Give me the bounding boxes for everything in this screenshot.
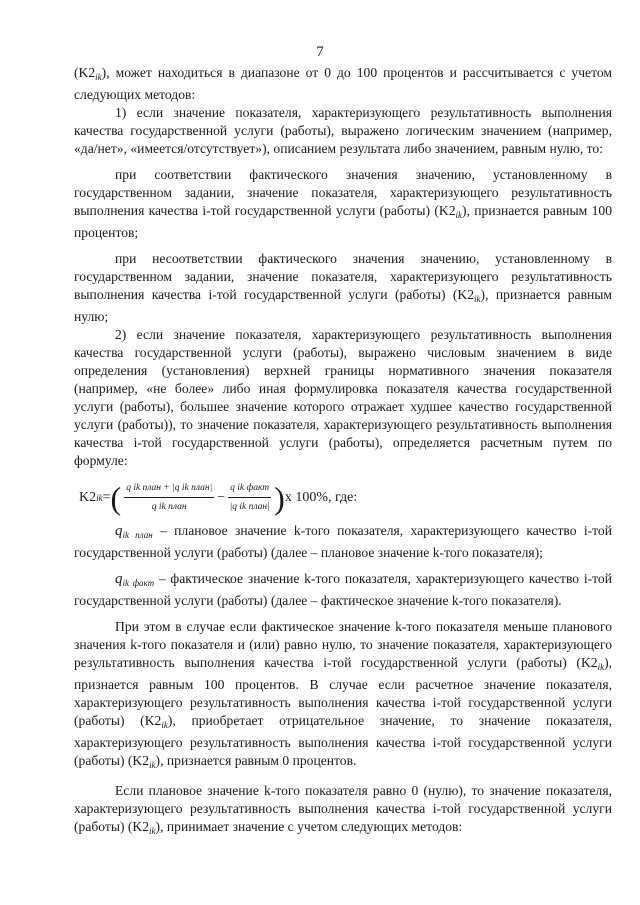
paragraph-method-2: 2) если значение показателя, характеризующего результативность выполнения качества государственной услуги (работы), выражено числовым значением в виде определения (установления) верхней границы нормативного значения показателя (например, «не более» либо иная формулировка показателя качества государственной услуги (работы), большее значение которого отражает худшее качество государственной услуги (работы)), то значение показателя, характеризующего результативность выполнения качества i-той государственной услуги (работы), определяется расчетным путем по формуле:	[74, 327, 612, 468]
fraction-1: $\frac{\text{q ik план + |q ik план|}}{\text{q ik план}}$	[124, 479, 214, 516]
paragraph-cases: При этом в случае если фактическое значение k-того показателя меньше планового значения k-того показателя и (или) равно нулю, то значение показателя, характеризующего результативность выполнения качества i-той государственной услуги (работы) $(K2_{ik})$, признается равным 100 процентов. В случае если расчетное значение показателя, характеризующего результативность выполнения качества i-той государственной услуги (работы) $(K2_{ik})$, приобретает отрицательное значение, то значение показателя, характеризующего результативность выполнения качества i-той государственной услуги (работы) $(K2_{ik})$, признается равным 0 процентов.	[74, 619, 612, 770]
paragraph-fact-def: $q_{ik факт}$ – фактическое значение k-того показателя, характеризующего качество i-той государственной услуги (работы) (далее – фактическое значение k-того показателя).	[74, 571, 612, 608]
paragraph-intro: $(K2_{ik})$, может находиться в диапазоне от 0 до 100 процентов и рассчитывается с учетом следующих методов:	[74, 65, 612, 102]
fraction-2: $\frac{\text{q ik факт}}{\text{|q ik план|}}$	[228, 479, 271, 516]
paragraph-plan-def: $q_{ik план}$ – плановое значение k-того показателя, характеризующего качество i-той государственной услуги (работы) (далее – плановое значение k-того показателя);	[74, 523, 612, 560]
paragraph-method-1: 1) если значение показателя, характеризующего результативность выполнения качества государственной услуги (работы), выражено логическим значением (например, «да/нет», «имеется/отсутствует»), описанием результата либо значением, равным нулю, то:	[74, 105, 612, 156]
page-number: 7	[316, 44, 324, 60]
paragraph-mismatch: при несоответствии фактического значения значению, установленному в государственном задании, значение показателя, характеризующего результативность выполнения качества i-той государственной услуги (работы) $(K2_{ik})$, признается равным нулю;	[74, 251, 612, 324]
paragraph-match: при соответствии фактического значения значению, установленному в государственном задании, значение показателя, характеризующего результативность выполнения качества i-той государственной услуги (работы) $(K2_{ik})$, признается равным 100 процентов;	[74, 167, 612, 240]
formula: K2 ik = ( $\frac{\text{q ik план + |q ik план|}}{\text{q ik план}}$ − $\frac{\text{q ik факт}}{\text{|q ik план|}}$ ) x 100%, где:	[79, 479, 358, 516]
document-body	[74, 64, 612, 840]
paragraph-zero-plan: Если плановое значение k-того показателя равно 0 (нулю), то значение показателя, характеризующего результативность выполнения качества i-той государственной услуги (работы) $(K2_{ik})$, принимает значение с учетом следующих методов:	[74, 783, 612, 836]
